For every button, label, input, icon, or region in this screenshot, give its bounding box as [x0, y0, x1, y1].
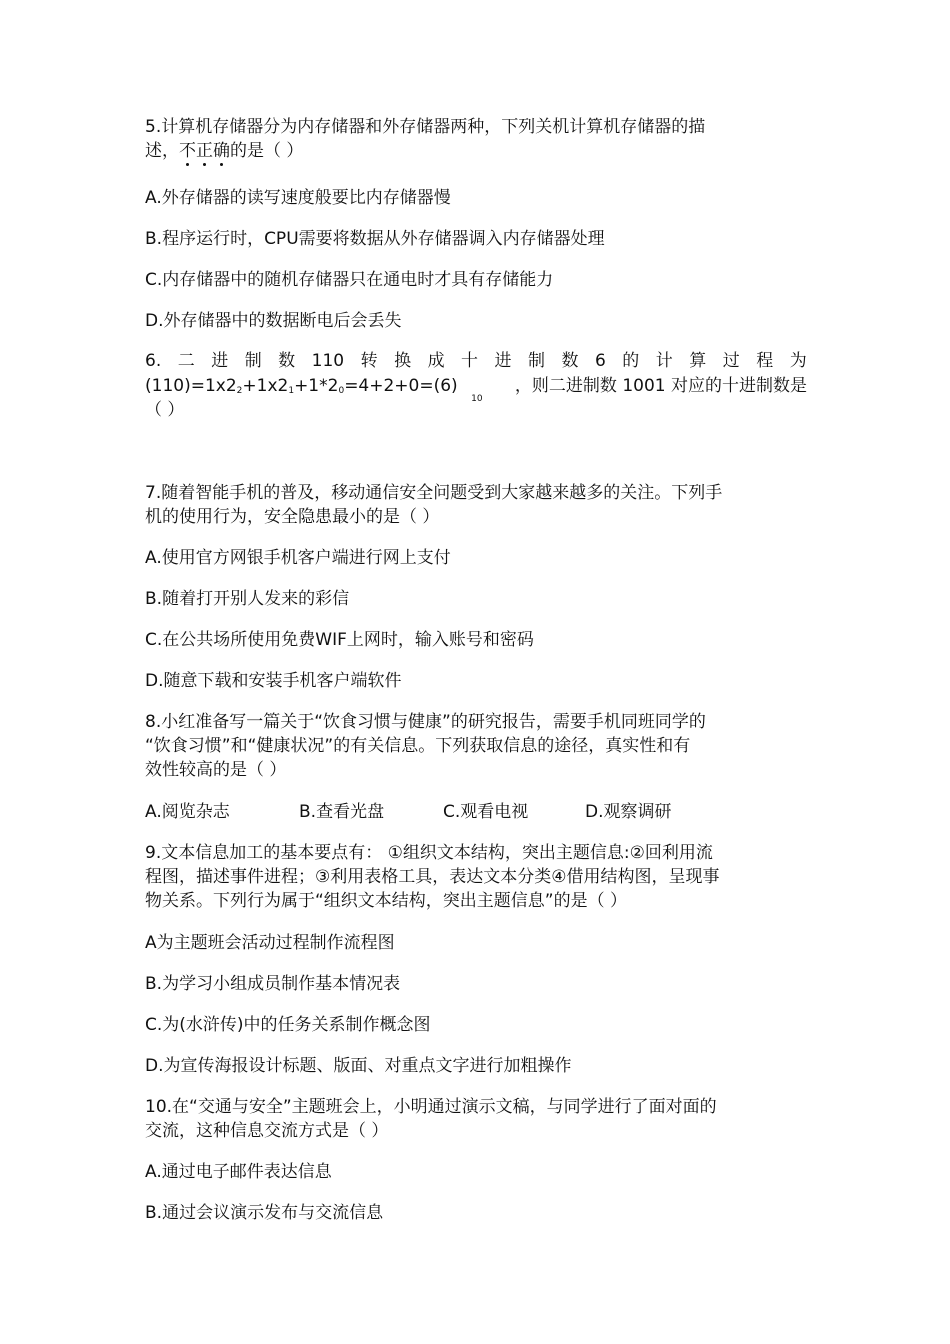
q6-word: 进: [211, 351, 229, 371]
q6-exponent: 2: [236, 386, 243, 396]
q6-word: 制: [528, 351, 546, 371]
q5-option-d: D.外存储器中的数据断电后会丢失: [145, 311, 402, 331]
q8-option-d: D.观察调研: [585, 802, 672, 822]
q6-word: 数: [278, 351, 296, 371]
q6-line1: [145, 349, 807, 373]
q6-formula: [145, 374, 483, 411]
q8-option-b: B.查看光盘: [299, 802, 385, 822]
q5-emphasis-3: 确: [213, 141, 230, 161]
q7-option-c: C.在公共场所使用免费WIF上网时，输入账号和密码: [145, 630, 534, 650]
q5-option-b: B.程序运行时，CPU需要将数据从外存储器调入内存储器处理: [145, 229, 605, 249]
q6-word: 制: [244, 351, 262, 371]
q9-option-a: A为主题班会活动过程制作流程图: [145, 933, 395, 953]
q6-word: 的: [622, 351, 640, 371]
q6-formula-part: (110)=1x2: [145, 376, 237, 396]
q9-option-b: B.为学习小组成员制作基本情况表: [145, 974, 401, 994]
q6-word: 二: [177, 351, 195, 371]
q6-word: 算: [689, 351, 707, 371]
q6-word: 6: [594, 351, 606, 371]
q8-option-a: A.阅览杂志: [145, 802, 230, 822]
q6-formula-part: =4+2+0=(6): [344, 376, 458, 396]
q6-word: 成: [427, 351, 445, 371]
q9-line2: 程图，描述事件进程；③利用表格工具，表达文本分类④借用结构图，呈现事: [145, 867, 720, 887]
q9-option-c: C.为(水浒传)中的任务关系制作概念图: [145, 1015, 431, 1035]
q6-word: 换: [394, 351, 412, 371]
q8-options: [145, 800, 672, 824]
q6-word: 数: [561, 351, 579, 371]
q6-exponent: 0: [338, 386, 345, 396]
q5-line1: 5.计算机存储器分为内存储器和外存储器两种，下列关机计算机存储器的描: [145, 117, 706, 137]
q5-emphasis-1: 不: [179, 141, 196, 161]
q6-word: 程: [756, 351, 774, 371]
q9-line1: 9.文本信息加工的基本要点有： ①组织文本结构，突出主题信息:②回利用流: [145, 843, 713, 863]
q6-line2: [145, 374, 807, 411]
q6-exponent: 1: [288, 386, 295, 396]
q8-line1: 8.小红准备写一篇关于“饮食习惯与健康”的研究报告，需要手机同班同学的: [145, 712, 706, 732]
q9-line3: 物关系。下列行为属于“组织文本结构，突出主题信息”的是（ ）: [145, 891, 628, 911]
q6-word: 过: [722, 351, 740, 371]
q6-word: 6.: [145, 351, 162, 371]
q6-word: 为: [789, 351, 807, 371]
q6-answer-blank: （ ）: [145, 400, 185, 420]
q7-line1: 7.随着智能手机的普及，移动通信安全问题受到大家越来越多的关注。下列手: [145, 483, 723, 503]
q9-option-d: D.为宣传海报设计标题、版面、对重点文字进行加粗操作: [145, 1056, 572, 1076]
q5-line2: [145, 139, 303, 163]
q6-word: 转: [360, 351, 378, 371]
q6-formula-part: +1*2: [294, 376, 339, 396]
q10-option-a: A.通过电子邮件表达信息: [145, 1162, 332, 1182]
q5-option-c: C.内存储器中的随机存储器只在通电时才具有存储能力: [145, 270, 554, 290]
q6-word: 十: [461, 351, 479, 371]
q10-option-b: B.通过会议演示发布与交流信息: [145, 1203, 384, 1223]
q6-base-subscript: 10: [471, 394, 483, 404]
q5-option-a: A.外存储器的读写速度般要比内存储器慢: [145, 188, 451, 208]
q7-option-b: B.随着打开别人发来的彩信: [145, 589, 350, 609]
q5-line2-post: 的是（ ）: [230, 141, 304, 161]
q7-option-a: A.使用官方网银手机客户端进行网上支付: [145, 548, 451, 568]
q8-line3: 效性较高的是（ ）: [145, 760, 287, 780]
q5-emphasis-2: 正: [196, 141, 213, 161]
q8-option-c: C.观看电视: [443, 802, 529, 822]
q8-line2: “饮食习惯”和“健康状况”的有关信息。下列获取信息的途径，真实性和有: [145, 736, 691, 756]
q7-line2: 机的使用行为，安全隐患最小的是（ ）: [145, 507, 440, 527]
q6-word: 计: [655, 351, 673, 371]
q10-line2: 交流，这种信息交流方式是（ ）: [145, 1121, 389, 1141]
q6-question: ，则二进制数 1001 对应的十进制数是: [514, 376, 807, 396]
q7-option-d: D.随意下载和安装手机客户端软件: [145, 671, 402, 691]
q6-formula-part: +1x2: [242, 376, 289, 396]
q10-line1: 10.在“交通与安全”主题班会上，小明通过演示文稿，与同学进行了面对面的: [145, 1097, 717, 1117]
q6-word: 进: [494, 351, 512, 371]
q6-word: 110: [311, 351, 345, 371]
q5-line2-pre: 述，: [145, 141, 179, 161]
